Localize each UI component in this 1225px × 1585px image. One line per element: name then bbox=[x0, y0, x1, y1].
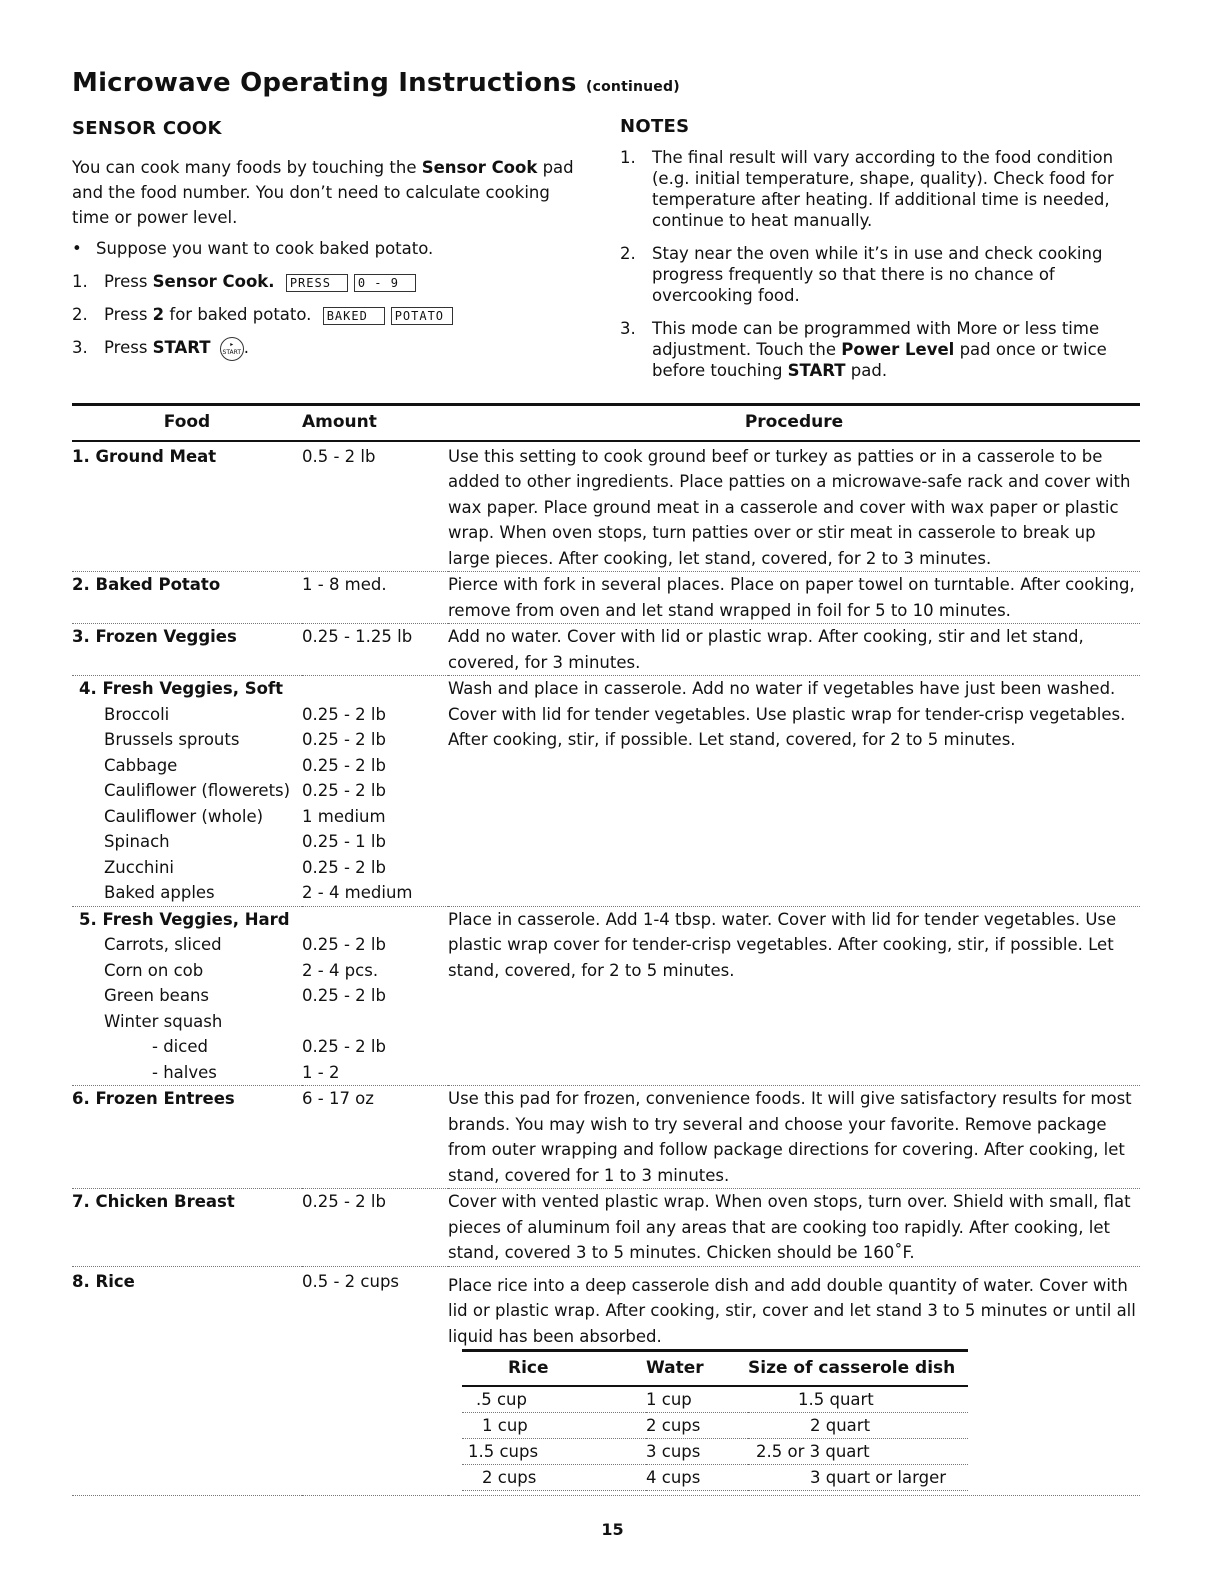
rice-row bbox=[462, 1413, 968, 1439]
sub-food-name: Corn on cob bbox=[104, 960, 204, 980]
note-number: 1. bbox=[620, 148, 636, 167]
bullet-text: Suppose you want to cook baked potato. bbox=[96, 239, 434, 258]
sub-food-name: Green beans bbox=[104, 986, 210, 1005]
step-text-end: for baked potato. bbox=[164, 305, 312, 324]
table-row bbox=[72, 1189, 1140, 1267]
rice-row bbox=[462, 1439, 968, 1465]
sub-food-amount: 0.25 - 2 lb bbox=[302, 935, 386, 954]
rice-header-row bbox=[462, 1351, 968, 1387]
rice-cell: 2 cups bbox=[462, 1465, 646, 1491]
rice-row bbox=[462, 1465, 968, 1491]
table-row bbox=[72, 441, 1140, 572]
note-text: This mode can be programmed with More or less time adjustment. Touch the bbox=[652, 319, 1100, 359]
lcd-display: PRESS bbox=[286, 274, 348, 292]
food-amount-group bbox=[302, 676, 448, 907]
food-amount: 0.5 - 2 lb bbox=[302, 441, 448, 572]
sub-food-name: Brussels sprouts bbox=[104, 730, 240, 749]
rice-cell: 1 cup bbox=[646, 1386, 748, 1413]
sensor-cook-section bbox=[72, 116, 592, 361]
rice-cell: 1 cup bbox=[462, 1413, 646, 1439]
rice-header: Size of casserole dish bbox=[748, 1351, 968, 1387]
table-row bbox=[72, 676, 1140, 907]
step-2 bbox=[72, 302, 592, 327]
rice-cell: 1.5 cups bbox=[462, 1439, 646, 1465]
sub-food-amount: 0.25 - 2 lb bbox=[302, 1037, 386, 1056]
header-food: Food bbox=[72, 405, 302, 441]
note-text: The final result will vary according to the food condition (e.g. initial temperature, shape, quality). Check food for temperature after heating. If additional time is needed, continue to heat manually. bbox=[652, 148, 1114, 230]
food-amount: 0.5 - 2 cups bbox=[302, 1266, 448, 1496]
step-bold: 2 bbox=[152, 305, 165, 324]
table-row bbox=[72, 906, 1140, 1086]
food-name: 2. Baked Potato bbox=[72, 572, 302, 624]
food-procedure: Place in casserole. Add 1-4 tbsp. water. Cover with lid for tender vegetables. Use plastic wrap cover for tender-crisp vegetables. After cooking, stir, if possible. Let stand, covered, for 2 to 5 minutes. bbox=[448, 906, 1140, 1086]
rice-cell: .5 cup bbox=[462, 1386, 646, 1413]
sub-food-name: - halves bbox=[152, 1062, 217, 1082]
table-row bbox=[72, 572, 1140, 624]
rice-cell: 2 quart bbox=[748, 1413, 968, 1439]
sensor-cook-intro bbox=[72, 155, 592, 230]
lcd-display: BAKED bbox=[323, 307, 385, 325]
step-1 bbox=[72, 269, 592, 294]
sub-food-name: Cauliflower (flowerets) bbox=[104, 781, 291, 800]
page-title bbox=[72, 68, 680, 98]
sub-food-amount: 0.25 - 2 lb bbox=[302, 730, 386, 749]
food-procedure: Cover with vented plastic wrap. When oven stops, turn over. Shield with small, flat pieces of aluminum foil any areas that are cooking too rapidly. After cooking, let stand, covered 3 to 5 minutes. Chicken should be 160˚F. bbox=[448, 1189, 1140, 1267]
step-text: Press bbox=[104, 272, 153, 291]
sub-food-amount: 0.25 - 2 lb bbox=[302, 755, 386, 775]
intro-text-end: pad and the food number. You don’t need to calculate cooking time or power level. bbox=[72, 158, 574, 227]
step-number: 1. bbox=[72, 272, 88, 291]
food-name: 1. Ground Meat bbox=[72, 441, 302, 572]
sub-food-amount: 1 - 2 bbox=[302, 1062, 340, 1082]
note-item bbox=[620, 243, 1150, 306]
header-amount: Amount bbox=[302, 405, 448, 441]
rice-cell: 3 quart or larger bbox=[748, 1465, 968, 1491]
food-amount-group bbox=[302, 906, 448, 1086]
food-name: 6. Frozen Entrees bbox=[72, 1086, 302, 1189]
note-item bbox=[620, 318, 1150, 381]
notes-section bbox=[620, 116, 1150, 393]
title-text: Microwave Operating Instructions bbox=[72, 68, 577, 98]
rice-cell: 1.5 quart bbox=[748, 1386, 968, 1413]
sub-food-amount: 2 - 4 medium bbox=[302, 883, 413, 902]
step-text: Press bbox=[104, 305, 153, 324]
food-procedure: Use this pad for frozen, convenience foods. It will give satisfactory results for most brands. You may wish to try several and choose your favorite. Remove package from outer wrapping and follow package directions for covering. After cooking, let stand, covered for 1 to 3 minutes. bbox=[448, 1086, 1140, 1189]
note-number: 3. bbox=[620, 319, 636, 338]
rice-cell: 2.5 or 3 quart bbox=[748, 1439, 968, 1465]
bullet-icon: • bbox=[72, 239, 82, 258]
step-bold: START bbox=[152, 338, 211, 357]
note-text: Stay near the oven while it’s in use and check cooking progress frequently so that there is no chance of overcooking food. bbox=[652, 244, 1103, 305]
sensor-cook-heading: SENSOR COOK bbox=[72, 118, 222, 139]
food-name-group bbox=[72, 906, 302, 1086]
table-row bbox=[72, 624, 1140, 676]
lcd-display: 0 - 9 bbox=[354, 274, 416, 292]
table-header-row bbox=[72, 405, 1140, 441]
food-name: 3. Frozen Veggies bbox=[72, 624, 302, 676]
food-name: 4. Fresh Veggies, Soft bbox=[79, 679, 283, 698]
lcd-display: POTATO bbox=[391, 307, 453, 325]
rice-row bbox=[462, 1386, 968, 1413]
sub-food-name: Winter squash bbox=[104, 1011, 223, 1031]
food-procedure: Use this setting to cook ground beef or turkey as patties or in a casserole to be added to other ingredients. Place patties on a microwave-safe rack and cover with wax paper. Place ground meat in a casserole and cover with wax paper or plastic wrap. When oven stops, turn patties over or stir meat in casserole to break up large pieces. After cooking, let stand, covered, for 2 to 3 minutes. bbox=[448, 441, 1140, 572]
note-bold: START bbox=[787, 361, 846, 380]
step-3 bbox=[72, 335, 592, 361]
rice-table bbox=[462, 1349, 968, 1491]
food-amount: 1 - 8 med. bbox=[302, 572, 448, 624]
rice-header: Water bbox=[646, 1351, 748, 1387]
sub-food-name: Baked apples bbox=[104, 883, 215, 902]
sub-food-amount: 1 medium bbox=[302, 806, 386, 826]
page-number: 15 bbox=[601, 1520, 624, 1539]
food-procedure-group bbox=[448, 1266, 1140, 1496]
food-amount: 0.25 - 1.25 lb bbox=[302, 624, 448, 676]
rice-header: Rice bbox=[462, 1351, 646, 1387]
sub-food-name: Cauliflower (whole) bbox=[104, 806, 264, 826]
food-name: 8. Rice bbox=[72, 1266, 302, 1496]
food-name-group bbox=[72, 676, 302, 907]
sub-food-amount: 0.25 - 2 lb bbox=[302, 986, 386, 1005]
table-row bbox=[72, 1266, 1140, 1496]
title-subtitle: (continued) bbox=[586, 79, 680, 95]
sub-food-amount: 0.25 - 1 lb bbox=[302, 832, 386, 851]
start-icon-label: START bbox=[222, 348, 242, 356]
note-text: pad. bbox=[845, 361, 888, 380]
sub-food-name: - diced bbox=[152, 1037, 208, 1056]
start-button-icon: ▸ START bbox=[220, 337, 244, 361]
sub-food-amount bbox=[302, 1009, 448, 1035]
food-name: 5. Fresh Veggies, Hard bbox=[79, 909, 290, 929]
rice-cell: 3 cups bbox=[646, 1439, 748, 1465]
sub-food-name: Cabbage bbox=[104, 755, 178, 775]
intro-bold: Sensor Cook bbox=[421, 158, 538, 177]
sub-food-amount: 0.25 - 2 lb bbox=[302, 857, 386, 877]
food-name: 7. Chicken Breast bbox=[72, 1189, 302, 1267]
sub-food-name: Zucchini bbox=[104, 857, 174, 877]
table-row bbox=[72, 1086, 1140, 1189]
step-bold: Sensor Cook. bbox=[152, 272, 275, 291]
rice-cell: 4 cups bbox=[646, 1465, 748, 1491]
step-number: 2. bbox=[72, 305, 88, 324]
sub-food-amount: 2 - 4 pcs. bbox=[302, 960, 379, 980]
note-number: 2. bbox=[620, 244, 636, 263]
sub-food-name: Carrots, sliced bbox=[104, 935, 222, 954]
food-procedure: Add no water. Cover with lid or plastic wrap. After cooking, stir and let stand, covered, for 3 minutes. bbox=[448, 624, 1140, 676]
food-amount: 0.25 - 2 lb bbox=[302, 1189, 448, 1267]
intro-text: You can cook many foods by touching the bbox=[72, 158, 422, 177]
food-procedure: Wash and place in casserole. Add no water if vegetables have just been washed. Cover with lid for tender vegetables. Use plastic wrap for tender-crisp vegetables. After cooking, stir, if possible. Let stand, covered, for 2 to 5 minutes. bbox=[448, 676, 1140, 907]
header-procedure: Procedure bbox=[448, 405, 1140, 441]
notes-heading: NOTES bbox=[620, 116, 690, 137]
note-text: pad once or twice before touching bbox=[652, 340, 1107, 380]
example-bullet bbox=[72, 236, 592, 261]
sub-food-amount: 0.25 - 2 lb bbox=[302, 781, 386, 800]
step-text-end: . bbox=[243, 338, 250, 357]
food-amount: 6 - 17 oz bbox=[302, 1086, 448, 1189]
food-procedure: Place rice into a deep casserole dish and add double quantity of water. Cover with lid or plastic wrap. After cooking, stir, cover and let stand 3 to 5 minutes or until all liquid has been absorbed. bbox=[448, 1275, 1136, 1346]
sub-food-amount: 0.25 - 2 lb bbox=[302, 704, 386, 724]
step-number: 3. bbox=[72, 338, 88, 357]
sub-food-name: Spinach bbox=[104, 832, 170, 851]
sub-food-name: Broccoli bbox=[104, 704, 170, 724]
rice-cell: 2 cups bbox=[646, 1413, 748, 1439]
note-item bbox=[620, 147, 1150, 231]
note-bold: Power Level bbox=[841, 340, 955, 359]
step-text: Press bbox=[104, 338, 153, 357]
sensor-cook-table bbox=[72, 403, 1140, 1496]
food-procedure: Pierce with fork in several places. Place on paper towel on turntable. After cooking, remove from oven and let stand wrapped in foil for 5 to 10 minutes. bbox=[448, 572, 1140, 624]
